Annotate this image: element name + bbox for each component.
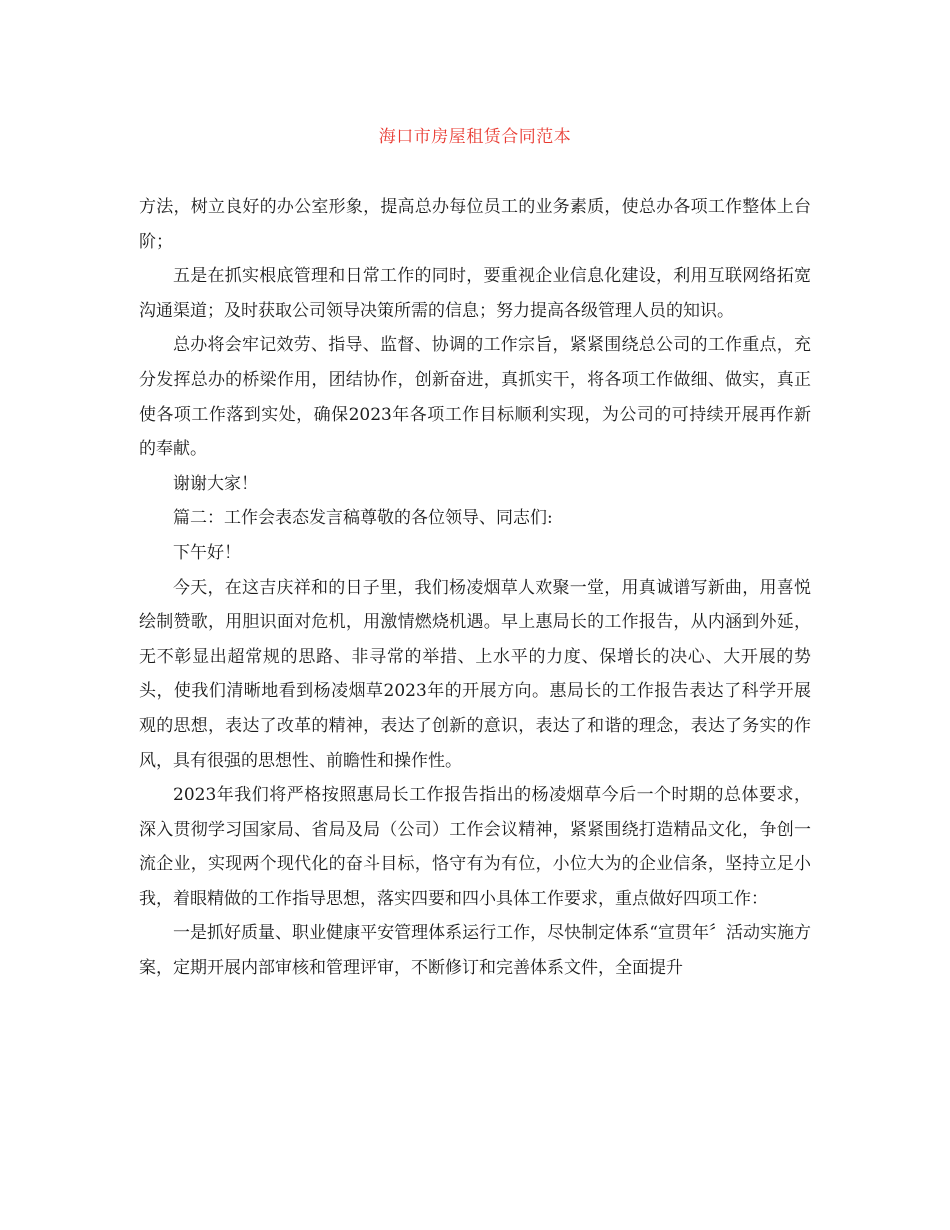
paragraph: 谢谢大家！ xyxy=(173,473,258,494)
paragraph-continuation: 方法，树立良好的办公室形象，提高总办每位员工的业务素质，使总办各项工作整体上台阶； xyxy=(139,197,811,252)
paragraph: 下午好！ xyxy=(173,542,241,563)
paragraph: 2023年我们将严格按照惠局长工作报告指出的杨凌烟草今后一个时期的总体要求，深入贯彻学习国家局、省局及局（公司）工作会议精神，紧紧围绕打造精品文化，争创一流企业，实现两个现代化的奋斗目标，恪守有为有位，小位大为的企业信条，坚持立足小我，着眼精做的工作指导思想，落实四要和四小具体工作要求，重点做好四项工作： xyxy=(139,785,811,909)
paragraph: 一是抓好质量、职业健康平安管理体系运行工作，尽快制定体系“宣贯年〞活动实施方案，定期开展内部审核和管理评审，不断修订和完善体系文件，全面提升 xyxy=(139,923,811,979)
document-body xyxy=(139,190,811,986)
document-title: 海口市房屋租赁合同范本 xyxy=(378,127,572,147)
paragraph: 今天，在这吉庆祥和的日子里，我们杨凌烟草人欢聚一堂，用真诚谱写新曲，用喜悦绘制赞歌，用胆识面对危机，用激情燃烧机遇。早上惠局长的工作报告，从内涵到外延，无不彰显出超常规的思路、非寻常的举措、上水平的力度、保增长的决心、大开展的势头，使我们清晰地看到杨凌烟草2023年的开展方向。惠局长的工作报告表达了科学开展观的思想，表达了改革的精神，表达了创新的意识，表达了和谐的理念，表达了务实的作风，具有很强的思想性、前瞻性和操作性。 xyxy=(139,577,811,771)
paragraph: 总办将会牢记效劳、指导、监督、协调的工作宗旨，紧紧围绕总公司的工作重点，充分发挥总办的桥梁作用，团结协作，创新奋进，真抓实干，将各项工作做细、做实，真正使各项工作落到实处，确保2023年各项工作目标顺利实现，为公司的可持续开展再作新的奉献。 xyxy=(139,335,811,460)
section-heading: 篇二：工作会表态发言稿尊敬的各位领导、同志们: xyxy=(173,508,553,529)
paragraph: 五是在抓实根底管理和日常工作的同时，要重视企业信息化建设，利用互联网络拓宽沟通渠道；及时获取公司领导决策所需的信息；努力提高各级管理人员的知识。 xyxy=(139,266,811,321)
